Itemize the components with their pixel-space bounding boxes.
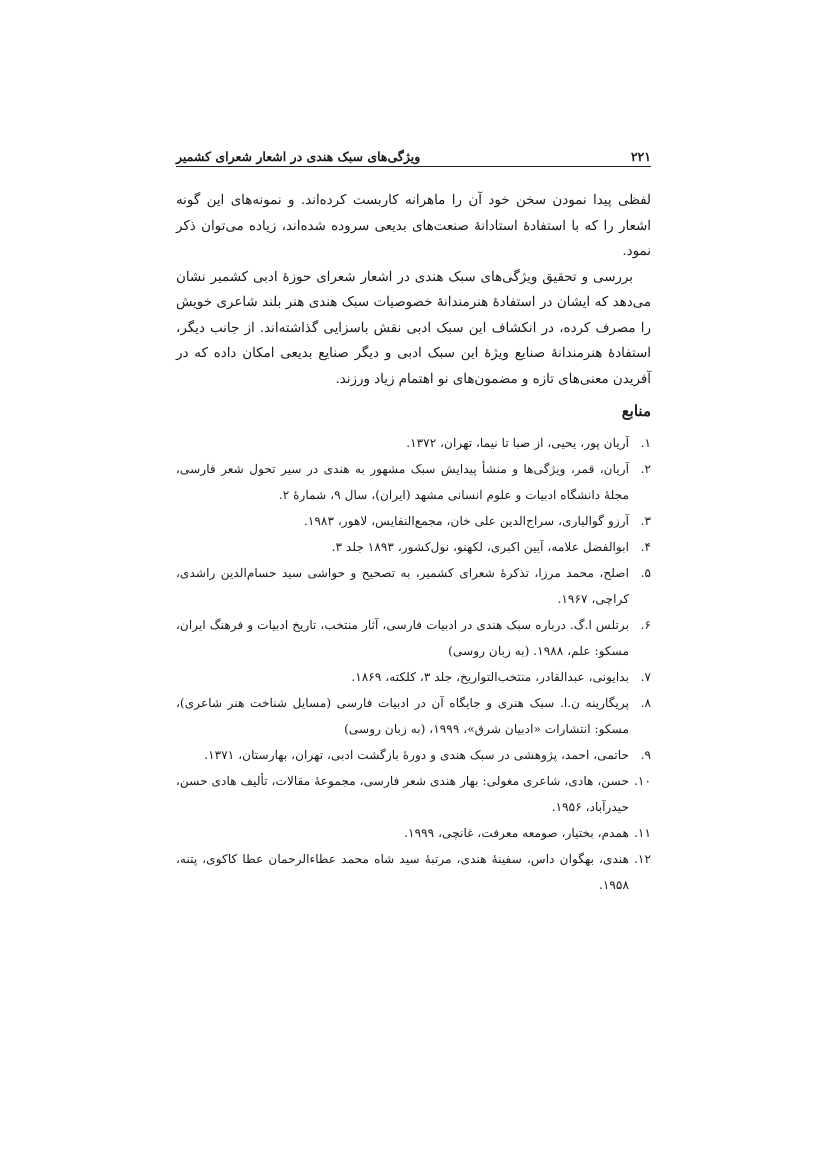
reference-text: برتلس ا.گ. درباره سبک هندی در ادبیات فارسی، آثار منتخب، تاریخ ادبیات و فرهنگ ایران، مسکو: علم، ۱۹۸۸. (به زبان روسی) — [176, 618, 629, 658]
reference-item — [176, 820, 651, 846]
reference-text: آریان، قمر، ویژگی‌ها و منشأ پیدایش سبک مشهور به هندی در سیر تحول شعر فارسی، مجلهٔ دانشگاه ادبیات و علوم انسانی مشهد (ایران)، سال ۹، شمارهٔ ۲. — [176, 462, 629, 502]
reference-text: حاتمی، احمد، پژوهشی در سبک هندی و دورهٔ بازگشت ادبی، تهران، بهارستان، ۱۳۷۱. — [204, 748, 629, 762]
references-list — [176, 430, 651, 898]
reference-number: ۱۲. — [634, 852, 651, 866]
reference-item — [176, 846, 651, 898]
reference-text: حسن، هادی، شاعری مغولی: بهار هندی شعر فارسی، مجموعهٔ مقالات، تألیف هادی حسن، حیدرآباد، ۱۹۵۶. — [176, 774, 629, 814]
running-title: ویژگی‌های سبک هندی در اشعار شعرای کشمیر — [176, 149, 421, 164]
reference-number: ۹. — [640, 748, 651, 762]
header-rule — [176, 166, 651, 167]
reference-text: آرزو گوالیاری، سراج‌الدین علی خان، مجمع‌النفایس، لاهور، ۱۹۸۳. — [303, 514, 629, 528]
reference-number: ۱. — [640, 436, 651, 450]
reference-item — [176, 508, 651, 534]
reference-item — [176, 534, 651, 560]
reference-item — [176, 768, 651, 820]
reference-item — [176, 664, 651, 690]
reference-text: پریگارینه ن.ا. سبک هنری و جایگاه آن در ادبیات فارسی (مسایل شناخت هنر شاعری)، مسکو: انتشارات «ادبیان شرق»، ۱۹۹۹، (به زبان روسی) — [176, 696, 629, 736]
reference-number: ۷. — [640, 670, 651, 684]
paragraph: بررسی و تحقیق ویژگی‌های سبک هندی در اشعار شعرای حوزهٔ ادبی کشمیر نشان می‌دهد که ایشان در استفادهٔ هنرمندانهٔ خصوصیات سبک هندی هنر بلند شاعری خویش را مصرف کرده، در انکشاف این سبک ادبی نقش باسزایی گذاشته‌اند. از جانب دیگر، استفادهٔ هنرمندانهٔ صنایع ویژهٔ این سبک ادبی و دیگر صنایع بدیعی امکان داده که در آفریدن معنی‌های تازه و مضمون‌های نو اهتمام زیاد ورزند. — [176, 269, 651, 387]
paragraph: لفظی پیدا نمودن سخن خود آن را ماهرانه کاربست کرده‌اند. و نمونه‌های این گونه اشعار را که با استفادهٔ استادانهٔ صنعت‌های بدیعی سروده شده‌اند، زیاده می‌توان ذکر نمود. — [176, 193, 651, 259]
reference-item — [176, 560, 651, 612]
running-header — [176, 140, 651, 164]
reference-number: ۶. — [640, 618, 651, 632]
reference-text: هندی، بهگوان داس، سفینهٔ هندی، مرتبهٔ سید شاه محمد عطاءالرحمان عطا کاکوی، پتنه، ۱۹۵۸. — [176, 852, 629, 892]
reference-item — [176, 742, 651, 768]
reference-item — [176, 430, 651, 456]
references-heading: منابع — [621, 402, 651, 420]
reference-item — [176, 612, 651, 664]
reference-text: همدم، بختیار، صومعه معرفت، غانچی، ۱۹۹۹. — [404, 826, 629, 840]
reference-text: بدایونی، عبدالقادر، منتخب‌التواریخ، جلد ۳، کلکته، ۱۸۶۹. — [351, 670, 629, 684]
reference-text: ابوالفضل علامه، آیین اکبری، لکهنو، نول‌کشور، ۱۸۹۳ جلد ۳. — [331, 540, 629, 554]
reference-number: ۲. — [640, 462, 651, 476]
reference-text: آریان پور، یحیی، از صبا تا نیما، تهران، ۱۳۷۲. — [406, 436, 629, 450]
reference-text: اصلح، محمد مرزا، تذکرهٔ شعرای کشمیر، به تصحیح و حواشی سید حسام‌الدین راشدی، کراچی، ۱۹۶۷. — [176, 566, 629, 606]
reference-number: ۵. — [640, 566, 651, 580]
reference-number: ۸. — [640, 696, 651, 710]
reference-item — [176, 690, 651, 742]
reference-number: ۱۱. — [634, 826, 651, 840]
reference-number: ۴. — [640, 540, 651, 554]
reference-number: ۳. — [640, 514, 651, 528]
reference-item — [176, 456, 651, 508]
reference-number: ۱۰. — [634, 774, 651, 788]
body-text — [176, 188, 651, 392]
page-number: ۲۲۱ — [630, 149, 651, 164]
